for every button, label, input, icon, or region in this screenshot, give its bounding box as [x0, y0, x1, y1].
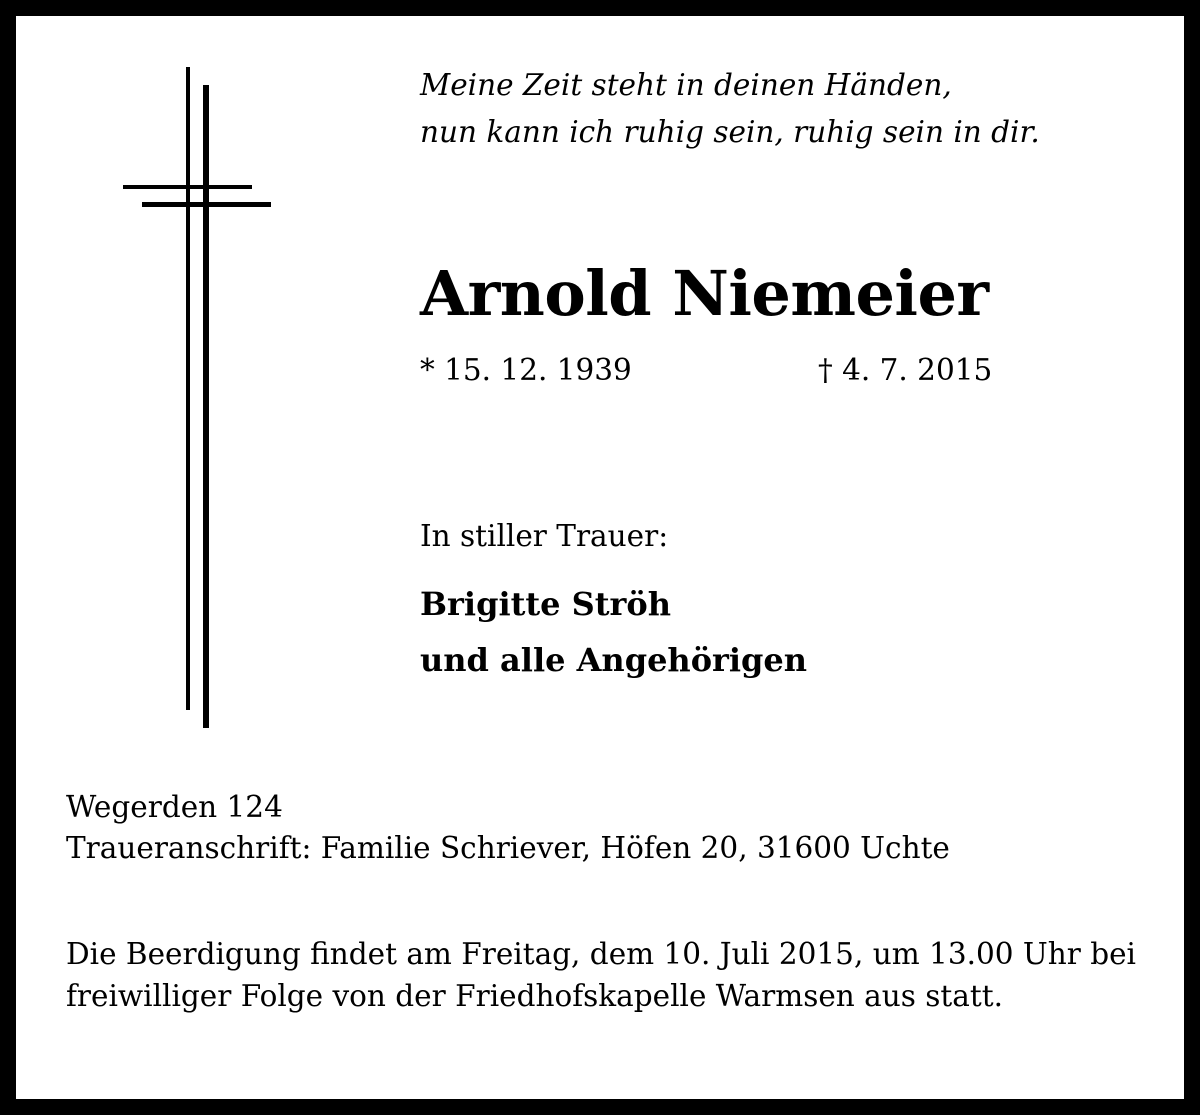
cross-vertical-line-left — [186, 67, 190, 710]
cross-horizontal-line-bottom — [142, 202, 271, 207]
cross-icon — [16, 16, 316, 776]
address-line-1: Wegerden 124 — [66, 790, 283, 824]
cross-horizontal-line-top — [123, 185, 252, 189]
cross-vertical-line-right — [203, 85, 209, 728]
address-block — [66, 787, 950, 869]
verse-line-1: Meine Zeit steht in deinen Händen, — [420, 68, 952, 102]
mourner-name: Brigitte Ströh — [420, 585, 672, 623]
birth-date: * 15. 12. 1939 — [420, 353, 632, 387]
mourning-address: Traueranschrift: Familie Schriever, Höfen 20, 31600 Uchte — [66, 831, 950, 865]
verse-line-2: nun kann ich ruhig sein, ruhig sein in dir. — [420, 115, 1040, 149]
mourners-list — [420, 576, 807, 688]
death-date: † 4. 7. 2015 — [818, 353, 993, 387]
bible-verse — [420, 62, 1180, 156]
mourner-relatives: und alle Angehörigen — [420, 641, 808, 679]
obituary-notice — [16, 16, 1184, 1099]
funeral-information: Die Beerdigung findet am Freitag, dem 10. Juli 2015, um 13.00 Uhr bei freiwilliger Folge von der Friedhofskapelle Warmsen aus statt. — [66, 937, 1136, 1013]
mourning-intro: In stiller Trauer: — [420, 519, 669, 553]
deceased-name: Arnold Niemeier — [420, 257, 989, 330]
